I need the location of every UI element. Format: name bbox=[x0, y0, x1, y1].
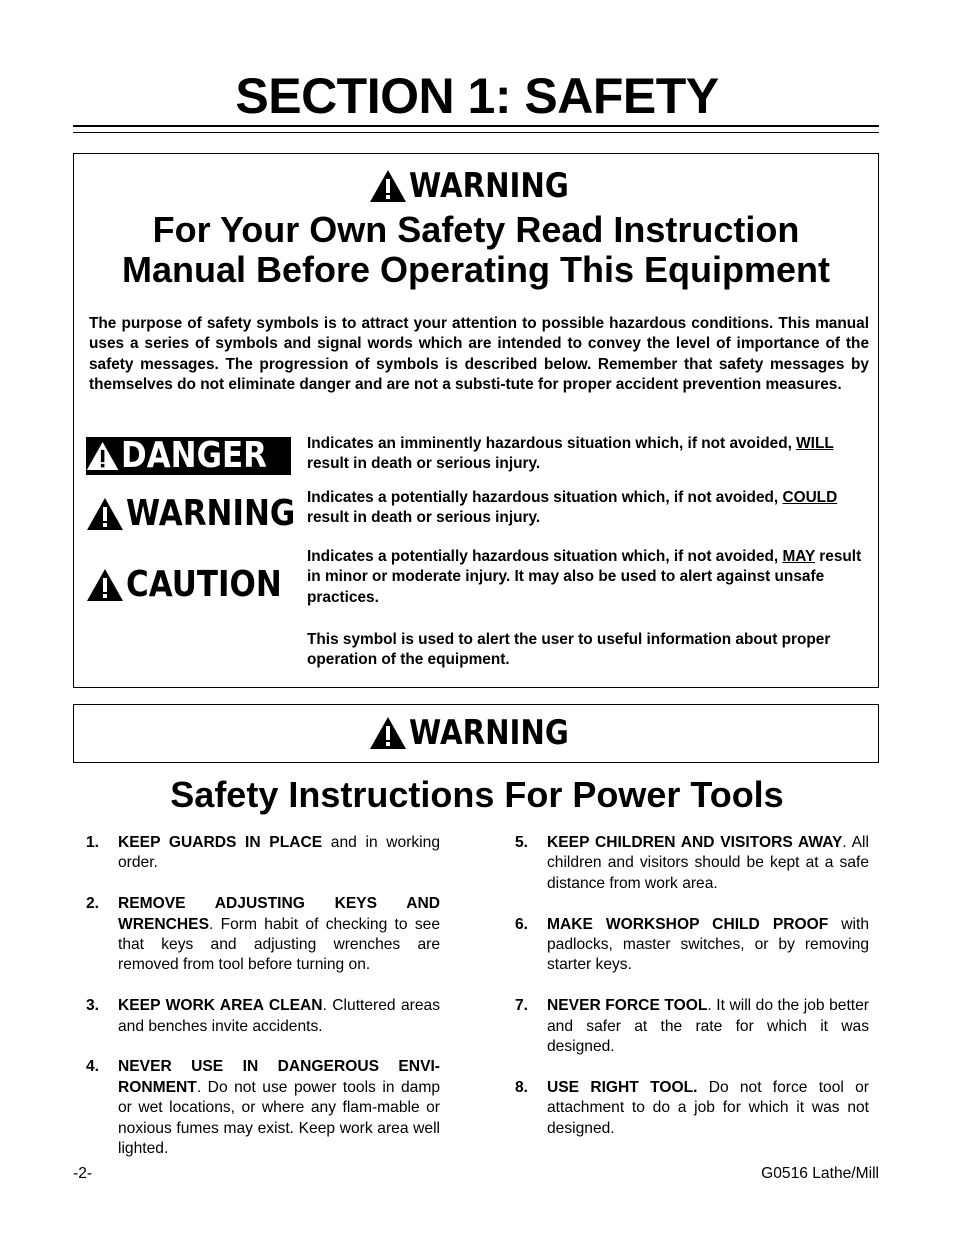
item-number: 3. bbox=[86, 997, 100, 1015]
safety-symbols-intro: The purpose of safety symbols is to attract your attention to possible hazardous conditions. This manual uses a series of symbols and signal words which are intended to convey the level of importance of the safety messages. The progression of symbols is described below. Remember that safety messages by themselves do not eliminate danger and are not a substi-tute for proper accident prevention measures. bbox=[89, 315, 869, 394]
item-lead: REMOVE ADJUSTING KEYS AND WRENCHES bbox=[118, 895, 440, 933]
item-lead: USE RIGHT TOOL. bbox=[547, 1078, 698, 1096]
item-lead: NEVER FORCE TOOL bbox=[547, 997, 708, 1015]
warning-description-rest: result in death or serious injury. bbox=[307, 509, 541, 527]
danger-badge bbox=[86, 437, 291, 475]
power-tools-warning-header bbox=[74, 715, 878, 751]
item-number: 2. bbox=[86, 895, 100, 913]
caution-badge bbox=[86, 565, 307, 605]
caution-description-text: Indicates a potentially hazardous situation which, if not avoided, bbox=[307, 548, 779, 565]
warning-triangle-icon bbox=[369, 169, 407, 203]
item-text: . Form habit of checking to see that keys and adjusting wrenches are removed from tool before turning on. bbox=[118, 915, 440, 974]
caution-description bbox=[307, 547, 872, 608]
caution-triangle-icon bbox=[86, 568, 124, 602]
caution-label: CAUTION bbox=[126, 564, 282, 605]
danger-keyword: WILL bbox=[796, 435, 834, 452]
list-item bbox=[86, 894, 440, 976]
item-text: . Cluttered areas and benches invite accidents. bbox=[118, 997, 440, 1035]
danger-description-rest: result in death or serious injury. bbox=[307, 455, 541, 473]
title-rule-thin bbox=[73, 132, 879, 133]
safety-symbols-box bbox=[73, 153, 879, 688]
item-number: 4. bbox=[86, 1058, 100, 1076]
warning-description-text: Indicates a potentially hazardous situation which, if not avoided, bbox=[307, 489, 779, 506]
warning-signal-header bbox=[74, 168, 878, 204]
list-item bbox=[515, 833, 869, 894]
danger-description bbox=[307, 434, 872, 475]
item-text: with padlocks, master switches, or by removing starter keys. bbox=[547, 915, 869, 974]
read-manual-heading-line2: Manual Before Operating This Equipment bbox=[121, 249, 831, 290]
read-manual-heading-line1: For Your Own Safety Read Instruction bbox=[152, 209, 800, 250]
warning-description bbox=[307, 488, 872, 529]
page-number: -2- bbox=[73, 1165, 93, 1182]
caution-keyword: MAY bbox=[782, 548, 815, 565]
caution-description-rest: result in minor or moderate injury. It may also be used to alert against unsafe practices. bbox=[307, 548, 862, 606]
item-number: 1. bbox=[86, 834, 100, 851]
list-item bbox=[86, 1057, 440, 1159]
item-lead: NEVER USE IN DANGEROUS ENVI-RONMENT bbox=[118, 1058, 440, 1096]
item-text: . Do not use power tools in damp or wet locations, or where any flam-mable or noxious fumes may exist. Keep work area well lighted. bbox=[118, 1078, 440, 1158]
item-number: 5. bbox=[515, 834, 529, 851]
item-text: and in working order. bbox=[118, 834, 440, 872]
read-manual-heading bbox=[74, 210, 878, 290]
power-tools-warning-box bbox=[73, 704, 879, 763]
danger-label: DANGER bbox=[121, 435, 268, 476]
list-item bbox=[515, 996, 869, 1057]
warning-keyword: COULD bbox=[782, 489, 838, 506]
item-lead: KEEP WORK AREA CLEAN bbox=[118, 997, 323, 1015]
page-title: SECTION 1: SAFETY bbox=[235, 68, 719, 124]
power-tools-signal-word: WARNING bbox=[408, 713, 569, 753]
list-item bbox=[515, 915, 869, 976]
list-item bbox=[86, 833, 440, 874]
warning-signal-word: WARNING bbox=[408, 166, 569, 206]
instructions-right-column bbox=[515, 833, 869, 1159]
power-tools-heading: Safety Instructions For Power Tools bbox=[170, 774, 784, 815]
list-item bbox=[515, 1078, 869, 1139]
notice-description: This symbol is used to alert the user to useful information about proper operation of the equipment. bbox=[307, 631, 831, 669]
item-lead: MAKE WORKSHOP CHILD PROOF bbox=[547, 915, 829, 933]
item-number: 7. bbox=[515, 997, 529, 1015]
danger-triangle-icon bbox=[86, 439, 119, 473]
item-text: . All children and visitors should be kept at a safe distance from work area. bbox=[547, 834, 869, 892]
warning-badge bbox=[86, 494, 323, 534]
item-text: Do not force tool or attachment to do a job for which it was not designed. bbox=[547, 1078, 869, 1137]
warning-triangle-icon bbox=[369, 716, 407, 750]
item-lead: KEEP CHILDREN AND VISITORS AWAY bbox=[547, 834, 843, 851]
title-rule-thick bbox=[73, 125, 879, 127]
model-name: G0516 Lathe/Mill bbox=[761, 1165, 879, 1182]
warning-label: WARNING bbox=[126, 493, 296, 534]
item-lead: KEEP GUARDS IN PLACE bbox=[118, 834, 323, 851]
warning-triangle-icon bbox=[86, 497, 124, 531]
item-number: 8. bbox=[515, 1078, 529, 1096]
danger-description-text: Indicates an imminently hazardous situation which, if not avoided, bbox=[307, 435, 792, 452]
list-item bbox=[86, 996, 440, 1037]
item-text: . It will do the job better and safer at the rate for which it was designed. bbox=[547, 997, 869, 1056]
instructions-left-column bbox=[86, 833, 440, 1180]
item-number: 6. bbox=[515, 915, 529, 933]
